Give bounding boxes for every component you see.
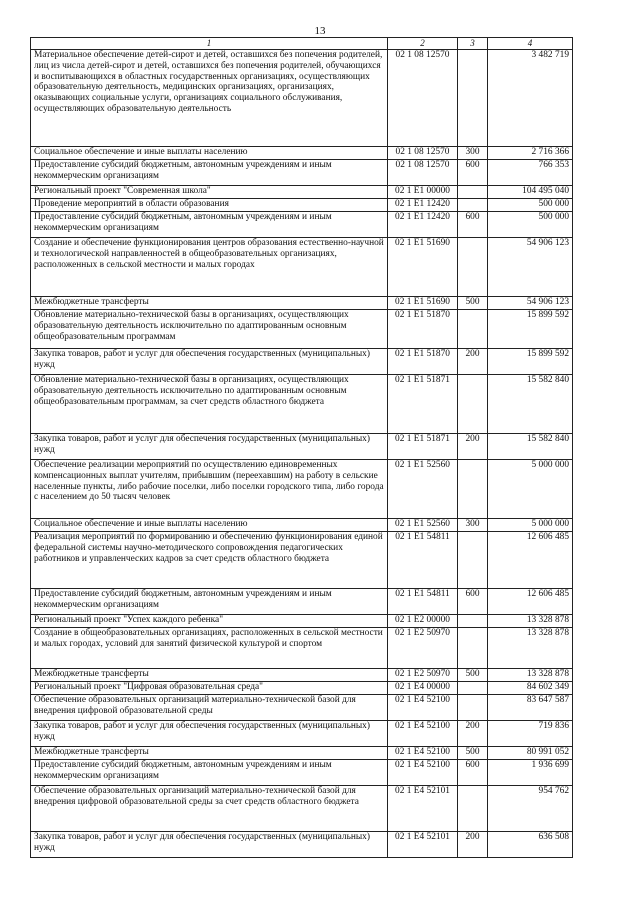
row-code: 02 1 E1 51871 (388, 434, 458, 460)
row-amount: 12 606 485 (488, 532, 573, 589)
row-code: 02 1 E4 00000 (388, 682, 458, 695)
row-amount: 54 906 123 (488, 297, 573, 310)
budget-table (30, 37, 573, 858)
row-name: Проведение мероприятий в области образования (31, 199, 388, 212)
column-number-amount: 4 (488, 38, 573, 50)
row-vr: 500 (458, 297, 488, 310)
row-vr (458, 50, 488, 147)
row-vr: 200 (458, 349, 488, 375)
row-vr (458, 682, 488, 695)
table-row (31, 519, 573, 532)
row-amount: 500 000 (488, 212, 573, 238)
table-row (31, 695, 573, 721)
row-code: 02 1 E4 52100 (388, 695, 458, 721)
row-vr: 200 (458, 434, 488, 460)
row-amount: 15 899 592 (488, 310, 573, 349)
row-amount: 15 582 840 (488, 434, 573, 460)
row-name: Социальное обеспечение и иные выплаты населению (31, 519, 388, 532)
row-amount: 84 602 349 (488, 682, 573, 695)
row-vr: 200 (458, 832, 488, 858)
column-number-name: 1 (31, 38, 388, 50)
row-amount: 13 328 878 (488, 615, 573, 628)
row-name: Закупка товаров, работ и услуг для обеспечения государственных (муниципальных) нужд (31, 434, 388, 460)
table-row (31, 349, 573, 375)
row-name: Закупка товаров, работ и услуг для обеспечения государственных (муниципальных) нужд (31, 832, 388, 858)
table-row (31, 460, 573, 519)
row-amount: 13 328 878 (488, 669, 573, 682)
table-row (31, 160, 573, 186)
row-vr (458, 186, 488, 199)
row-code: 02 1 E1 12420 (388, 212, 458, 238)
row-amount: 13 328 878 (488, 628, 573, 669)
row-vr: 600 (458, 760, 488, 786)
row-name: Предоставление субсидий бюджетным, автономным учреждениям и иным некоммерческим организациям (31, 760, 388, 786)
row-name: Обеспечение реализации мероприятий по осуществлению единовременных компенсационных выплат учителям, прибывшим (переехавшим) на работу в сельские населенные пункты, либо рабочие поселки, либо поселки городского типа, либо города с населением до 50 тысяч человек (31, 460, 388, 519)
row-code: 02 1 E1 52560 (388, 460, 458, 519)
row-code: 02 1 08 12570 (388, 147, 458, 160)
table-row (31, 434, 573, 460)
row-amount: 83 647 587 (488, 695, 573, 721)
row-amount: 12 606 485 (488, 589, 573, 615)
row-vr (458, 375, 488, 434)
column-number-code: 2 (388, 38, 458, 50)
row-name: Обновление материально-технической базы в организациях, осуществляющих образовательную деятельность исключительно по адаптированным основным общеобразовательным программам, за счет средств областного бюджета (31, 375, 388, 434)
row-name: Предоставление субсидий бюджетным, автономным учреждениям и иным некоммерческим организациям (31, 589, 388, 615)
row-code: 02 1 E4 52100 (388, 760, 458, 786)
table-row (31, 532, 573, 589)
row-vr: 200 (458, 721, 488, 747)
table-row (31, 628, 573, 669)
table-row (31, 832, 573, 858)
row-vr: 300 (458, 147, 488, 160)
page-number: 13 (314, 25, 326, 37)
table-row (31, 199, 573, 212)
row-name: Региональный проект "Современная школа" (31, 186, 388, 199)
table-row (31, 310, 573, 349)
table-row (31, 786, 573, 832)
row-name: Закупка товаров, работ и услуг для обеспечения государственных (муниципальных) нужд (31, 349, 388, 375)
row-code: 02 1 E4 52100 (388, 721, 458, 747)
row-name: Социальное обеспечение и иные выплаты населению (31, 147, 388, 160)
table-row (31, 760, 573, 786)
row-code: 02 1 E1 00000 (388, 186, 458, 199)
row-code: 02 1 08 12570 (388, 160, 458, 186)
row-amount: 80 991 052 (488, 747, 573, 760)
table-row (31, 50, 573, 147)
row-vr (458, 310, 488, 349)
row-amount: 15 899 592 (488, 349, 573, 375)
row-vr: 600 (458, 589, 488, 615)
row-code: 02 1 E1 52560 (388, 519, 458, 532)
table-row (31, 147, 573, 160)
row-name: Материальное обеспечение детей-сирот и детей, оставшихся без попечения родителей, лиц из числа детей-сирот и детей, оставшихся без попечения родителей, обучающихся и воспитывающихся в областных государственных организациях, осуществляющих образовательную деятельность, медицинских организациях, организациях, оказывающих социальные услуги, организациях социального обслуживания, осуществляющих образовательную деятельность (31, 50, 388, 147)
row-code: 02 1 E4 52101 (388, 832, 458, 858)
table-row (31, 297, 573, 310)
row-vr (458, 695, 488, 721)
row-name: Обеспечение образовательных организаций материально-технической базой для внедрения цифровой образовательной среды за счет средств областного бюджета (31, 786, 388, 832)
row-amount: 5 000 000 (488, 460, 573, 519)
row-amount: 3 482 719 (488, 50, 573, 147)
table-row (31, 747, 573, 760)
row-code: 02 1 E1 51870 (388, 310, 458, 349)
row-vr (458, 532, 488, 589)
row-name: Межбюджетные трансферты (31, 747, 388, 760)
table-row (31, 238, 573, 297)
row-code: 02 1 E2 50970 (388, 628, 458, 669)
row-name: Закупка товаров, работ и услуг для обеспечения государственных (муниципальных) нужд (31, 721, 388, 747)
row-code: 02 1 E1 51690 (388, 238, 458, 297)
row-vr (458, 460, 488, 519)
row-vr: 500 (458, 669, 488, 682)
row-vr: 300 (458, 519, 488, 532)
row-name: Обновление материально-технической базы в организациях, осуществляющих образовательную деятельность исключительно по адаптированным основным общеобразовательным программам (31, 310, 388, 349)
table-row (31, 682, 573, 695)
row-code: 02 1 E1 51870 (388, 349, 458, 375)
row-amount: 15 582 840 (488, 375, 573, 434)
row-amount: 766 353 (488, 160, 573, 186)
row-vr (458, 628, 488, 669)
row-name: Создание в общеобразовательных организациях, расположенных в сельской местности и малых городах, условий для занятий физической культурой и спортом (31, 628, 388, 669)
row-code: 02 1 E1 54811 (388, 589, 458, 615)
row-amount: 636 508 (488, 832, 573, 858)
row-name: Предоставление субсидий бюджетным, автономным учреждениям и иным некоммерческим организациям (31, 160, 388, 186)
table-row (31, 186, 573, 199)
row-amount: 1 936 699 (488, 760, 573, 786)
row-amount: 500 000 (488, 199, 573, 212)
row-amount: 2 716 366 (488, 147, 573, 160)
row-vr: 500 (458, 747, 488, 760)
row-code: 02 1 E2 00000 (388, 615, 458, 628)
table-row (31, 375, 573, 434)
row-vr (458, 615, 488, 628)
row-name: Создание и обеспечение функционирования центров образования естественно-научной и технологической направленностей в общеобразовательных организациях, расположенных в сельской местности и малых городах (31, 238, 388, 297)
row-amount: 5 000 000 (488, 519, 573, 532)
table-row (31, 669, 573, 682)
row-code: 02 1 E1 51690 (388, 297, 458, 310)
table-row (31, 615, 573, 628)
row-amount: 104 495 040 (488, 186, 573, 199)
row-amount: 719 836 (488, 721, 573, 747)
row-vr (458, 199, 488, 212)
column-number-vr: 3 (458, 38, 488, 50)
row-name: Межбюджетные трансферты (31, 669, 388, 682)
row-vr (458, 786, 488, 832)
table-row (31, 589, 573, 615)
row-code: 02 1 E4 52100 (388, 747, 458, 760)
row-code: 02 1 E4 52101 (388, 786, 458, 832)
column-numbers-row (31, 38, 573, 50)
row-name: Обеспечение образовательных организаций материально-технической базой для внедрения цифровой образовательной среды (31, 695, 388, 721)
row-amount: 954 762 (488, 786, 573, 832)
row-name: Реализация мероприятий по формированию и обеспечению функционирования единой федеральной системы научно-методического сопровождения педагогических работников и управленческих кадров за счет средств областного бюджета (31, 532, 388, 589)
row-name: Предоставление субсидий бюджетным, автономным учреждениям и иным некоммерческим организациям (31, 212, 388, 238)
row-code: 02 1 E1 12420 (388, 199, 458, 212)
row-name: Региональный проект "Успех каждого ребенка" (31, 615, 388, 628)
row-amount: 54 906 123 (488, 238, 573, 297)
row-code: 02 1 E1 54811 (388, 532, 458, 589)
row-code: 02 1 E2 50970 (388, 669, 458, 682)
table-row (31, 721, 573, 747)
row-vr (458, 238, 488, 297)
row-vr: 600 (458, 212, 488, 238)
row-vr: 600 (458, 160, 488, 186)
row-name: Региональный проект "Цифровая образовательная среда" (31, 682, 388, 695)
row-name: Межбюджетные трансферты (31, 297, 388, 310)
row-code: 02 1 E1 51871 (388, 375, 458, 434)
table-row (31, 212, 573, 238)
row-code: 02 1 08 12570 (388, 50, 458, 147)
